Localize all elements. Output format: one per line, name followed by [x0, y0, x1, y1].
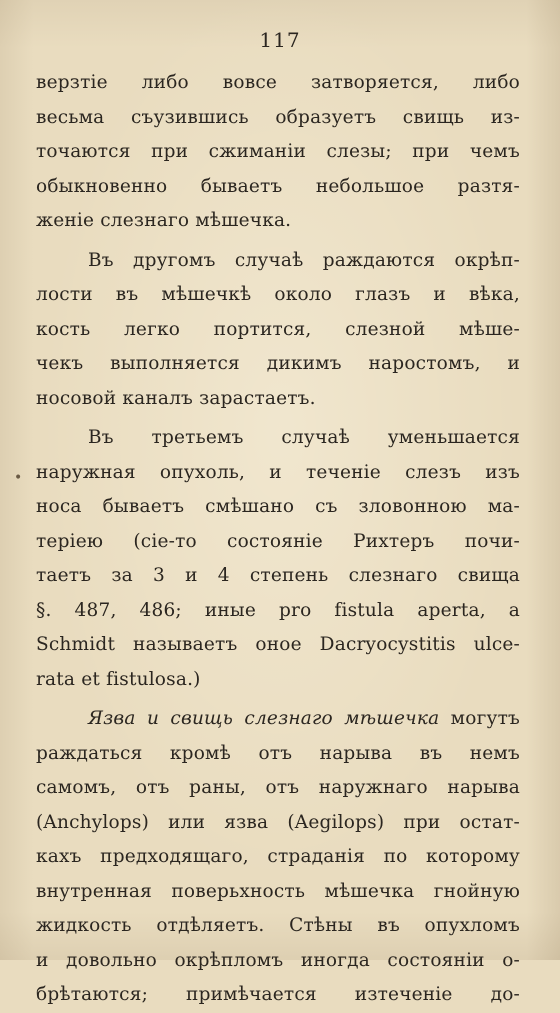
text-line: таетъ за 3 и 4 степень слезнаго свища: [36, 565, 520, 586]
text-line: раждаться кромѣ отъ нарыва въ немъ: [36, 742, 520, 764]
text-line: носовой каналъ зарастаетъ.: [36, 387, 316, 409]
paragraph-2: [36, 244, 520, 417]
text-fragment: могутъ: [439, 708, 520, 729]
page-number: 117: [259, 28, 301, 52]
paragraph-3: [36, 421, 520, 697]
text-line: обыкновенно бываетъ небольшое разтя-: [36, 175, 520, 197]
text-line: Schmidt называетъ оное Dacryocystitis ulce-: [36, 634, 520, 655]
text-line: весьма съузившись образуетъ свищь из-: [36, 106, 520, 128]
text-line: носа бываетъ смѣшано съ зловонною ма-: [36, 496, 520, 517]
text-line: чекъ выполняется дикимъ наростомъ, и: [36, 353, 520, 374]
text-line: и довольно окрѣпломъ иногда состояніи о-: [36, 949, 520, 971]
text-line: [36, 702, 520, 737]
margin-mark-dot: •: [14, 470, 23, 486]
text-line: наружная опухоль, и теченіе слезъ изъ: [36, 461, 520, 483]
text-line: лости въ мѣшечкѣ около глазъ и вѣка,: [36, 284, 520, 305]
text-line: rata et fistulosa.): [36, 668, 201, 690]
text-line: самомъ, отъ раны, отъ наружнаго нарыва: [36, 777, 520, 798]
text-line: Въ третьемъ случаѣ уменьшается: [88, 427, 520, 448]
text-line: верзтіе либо вовсе затворяется, либо: [36, 72, 520, 93]
text-line: (Anchylops) или язва (Aegilops) при остат-: [36, 811, 520, 833]
text-line: брѣтаются; примѣчается изтеченіе до-: [36, 984, 520, 1005]
body-text: [36, 66, 520, 1013]
text-line: кахъ предходящаго, страданія по которому: [36, 846, 520, 867]
paragraph-4: [36, 702, 520, 1013]
text-line: §. 487, 486; иные pro fistula aperta, а: [36, 599, 520, 621]
text-line: теріею (сіе-то состояніе Рихтеръ почи-: [36, 530, 520, 552]
text-line: кость легко портится, слезной мѣше-: [36, 318, 520, 340]
text-line: Въ другомъ случаѣ раждаются окрѣп-: [88, 249, 520, 271]
paragraph-1: [36, 66, 520, 239]
text-line: женіе слезнаго мѣшечка.: [36, 210, 292, 231]
emphasized-term: Язва и свищь слезнаго мѣшечка: [88, 708, 440, 729]
text-line: жидкость отдѣляетъ. Стѣны въ опухломъ: [36, 915, 520, 936]
text-line: точаются при сжиманіи слезы; при чемъ: [36, 141, 520, 162]
text-line: внутренная поверьхность мѣшечка гнойную: [36, 880, 520, 902]
